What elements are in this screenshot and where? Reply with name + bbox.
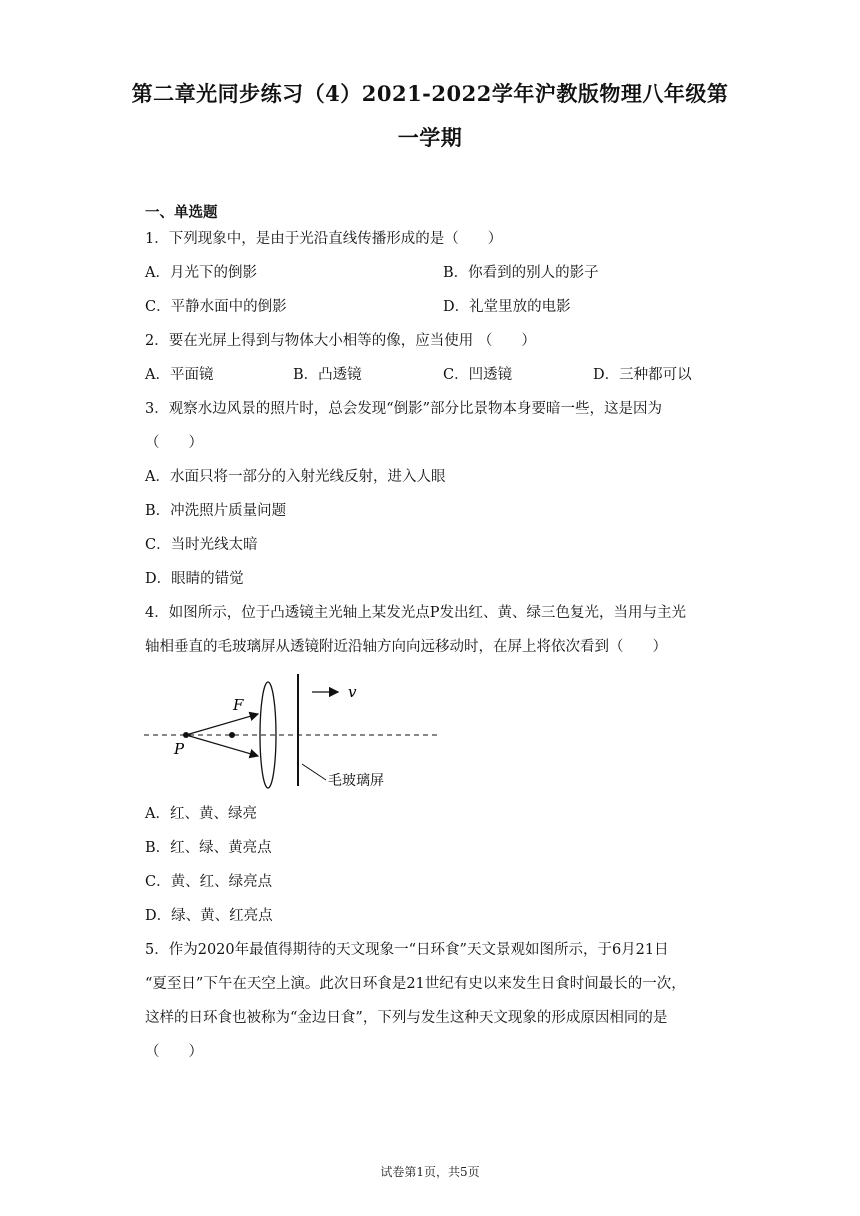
q4-stem-line-2: 轴相垂直的毛玻璃屏从透镜附近沿轴方向向远移动时，在屏上将依次看到（ ） xyxy=(145,639,667,655)
q5-stem-line-2: “夏至日”下午在天空上演。此次日环食是21世纪有史以来发生日食时间最长的一次， xyxy=(145,976,686,992)
q2-option-d: D．三种都可以 xyxy=(593,367,692,383)
q4-option-a: A．红、黄、绿亮 xyxy=(145,806,257,822)
q3-option-b: B．冲洗照片质量问题 xyxy=(145,503,287,519)
q1-option-b: B．你看到的别人的影子 xyxy=(443,265,599,281)
q3-option-d: D．眼睛的错觉 xyxy=(145,571,244,587)
q1-stem: 1．下列现象中，是由于光沿直线传播形成的是（ ） xyxy=(145,231,503,247)
q4-option-b: B．红、绿、黄亮点 xyxy=(145,840,272,856)
q1-option-a: A．月光下的倒影 xyxy=(145,265,257,281)
label-screen: 毛玻璃屏 xyxy=(328,773,384,789)
q2-option-b: B．凸透镜 xyxy=(293,367,362,383)
q5-stem-line-3: 这样的日环食也被称为“金边日食”，下列与发生这种天文现象的形成原因相同的是 xyxy=(145,1010,668,1026)
q3-stem-line-2: （ ） xyxy=(145,435,203,451)
q2-option-c: C．凹透镜 xyxy=(443,367,513,383)
ray-upper xyxy=(186,714,258,735)
ray-lower xyxy=(186,735,258,756)
page-title-line-2: 一学期 xyxy=(397,125,463,150)
label-v: v xyxy=(348,683,357,701)
q4-option-c: C．黄、红、绿亮点 xyxy=(145,874,273,890)
lens-diagram xyxy=(140,668,450,792)
q4-option-d: D．绿、黄、红亮点 xyxy=(145,908,273,924)
q1-option-d: D．礼堂里放的电影 xyxy=(443,299,571,315)
label-f: F xyxy=(233,696,244,714)
q3-stem-line-1: 3．观察水边风景的照片时，总会发现“倒影”部分比景物本身要暗一些，这是因为 xyxy=(145,401,663,417)
q5-stem-line-1: 5．作为2020年最值得期待的天文现象一“日环食”天文景观如图所示，于6月21日 xyxy=(145,942,669,958)
page-footer: 试卷第1页，共5页 xyxy=(380,1165,480,1179)
focus-point xyxy=(229,732,235,738)
q2-option-a: A．平面镜 xyxy=(145,367,214,383)
screen-leader xyxy=(302,764,326,780)
q5-stem-line-4: （ ） xyxy=(145,1044,203,1060)
q4-stem-line-1: 4．如图所示，位于凸透镜主光轴上某发光点P发出红、黄、绿三色复光，当用与主光 xyxy=(145,605,686,621)
q1-option-c: C．平静水面中的倒影 xyxy=(145,299,287,315)
point-p xyxy=(183,732,189,738)
q2-stem: 2．要在光屏上得到与物体大小相等的像，应当使用 （ ） xyxy=(145,333,536,349)
label-p: P xyxy=(174,740,185,758)
section-heading: 一、单选题 xyxy=(145,204,218,221)
q3-option-a: A．水面只将一部分的入射光线反射，进入人眼 xyxy=(145,469,446,485)
page-title-line-1: 第二章光同步练习（4）2021-2022学年沪教版物理八年级第 xyxy=(131,81,729,106)
q3-option-c: C．当时光线太暗 xyxy=(145,537,258,553)
